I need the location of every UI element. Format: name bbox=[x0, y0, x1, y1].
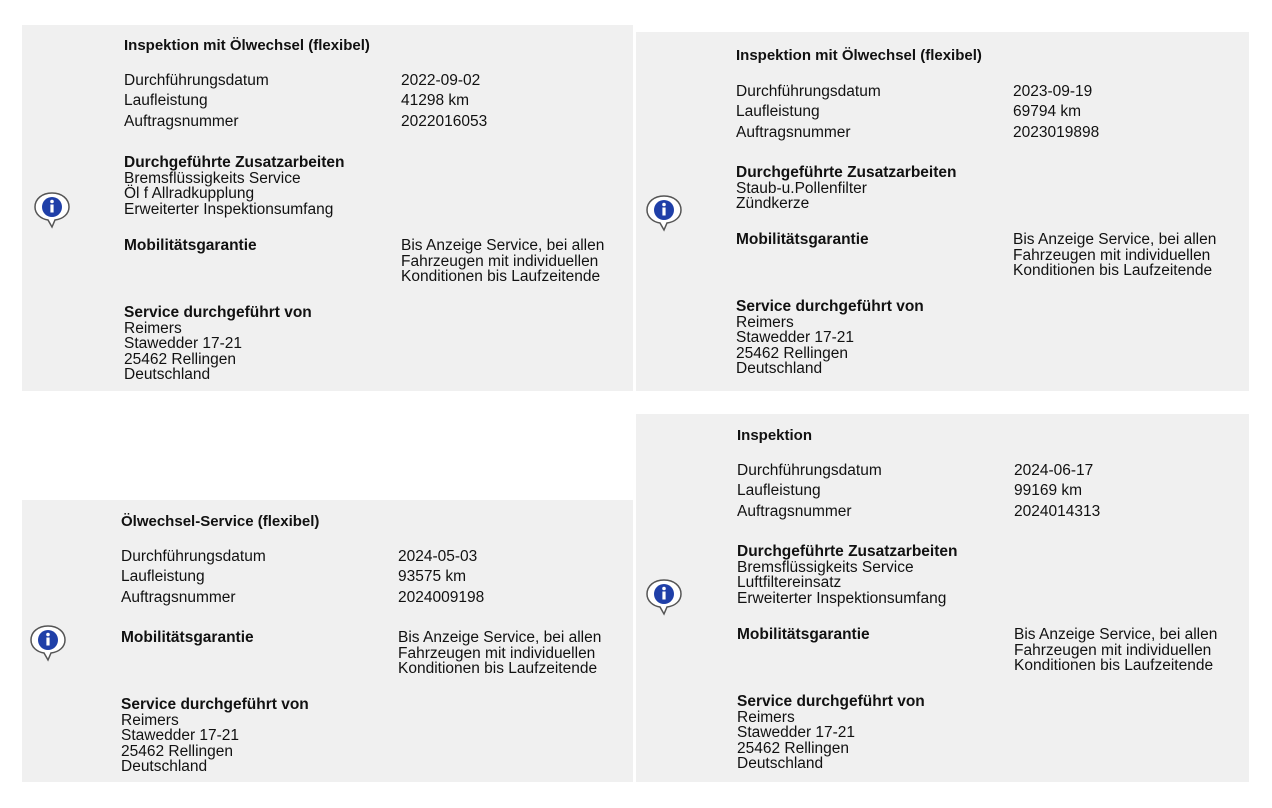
date-label: Durchführungsdatum bbox=[124, 72, 269, 89]
order-label: Auftragsnummer bbox=[124, 112, 239, 130]
order-label: Auftragsnummer bbox=[121, 588, 236, 606]
dealer-country: Deutschland bbox=[737, 755, 824, 772]
service-title: Inspektion bbox=[737, 427, 813, 444]
mileage-value: 69794 km bbox=[1013, 103, 1082, 121]
date-value: 2024-05-03 bbox=[398, 548, 478, 565]
mileage-label: Laufleistung bbox=[737, 482, 821, 500]
mileage-label: Laufleistung bbox=[121, 568, 205, 586]
dealer-name: Reimers bbox=[737, 708, 795, 726]
extra-work-item: Staub-u.Pollenfilter bbox=[736, 179, 867, 197]
mileage-value: 93575 km bbox=[398, 568, 467, 586]
extra-work-item: Erweiterter Inspektionsumfang bbox=[124, 200, 334, 218]
date-label: Durchführungsdatum bbox=[737, 462, 882, 479]
extra-work-heading: Durchgeführte Zusatzarbeiten bbox=[737, 543, 958, 560]
mobility-label: Mobilitätsgarantie bbox=[124, 237, 257, 254]
dealer-street: Stawedder 17-21 bbox=[737, 724, 856, 741]
info-icon[interactable] bbox=[32, 189, 72, 229]
service-title: Inspektion mit Ölwechsel (flexibel) bbox=[736, 47, 982, 64]
order-label: Auftragsnummer bbox=[737, 502, 852, 520]
order-value: 2022016053 bbox=[401, 112, 488, 130]
service-title: Ölwechsel-Service (flexibel) bbox=[121, 513, 320, 530]
dealer-name: Reimers bbox=[121, 711, 179, 729]
dealer-city: 25462 Rellingen bbox=[736, 344, 849, 362]
dealer-city: 25462 Rellingen bbox=[124, 350, 237, 368]
order-label: Auftragsnummer bbox=[736, 123, 851, 141]
service-card-oelwechsel-2024 bbox=[22, 500, 633, 782]
service-by-heading: Service durchgeführt von bbox=[121, 696, 309, 713]
dealer-country: Deutschland bbox=[736, 360, 823, 377]
date-label: Durchführungsdatum bbox=[121, 548, 266, 565]
extra-work-item: Bremsflüssigkeits Service bbox=[124, 169, 301, 187]
mileage-value: 99169 km bbox=[1014, 482, 1083, 500]
mobility-text: Bis Anzeige Service, bei allen Fahrzeugen mit individuellen Konditionen bis Laufzeitende bbox=[1013, 231, 1217, 279]
date-value: 2024-06-17 bbox=[1014, 462, 1094, 479]
extra-work-item: Erweiterter Inspektionsumfang bbox=[737, 589, 947, 607]
service-title: Inspektion mit Ölwechsel (flexibel) bbox=[124, 37, 370, 54]
service-card-inspektion-2023 bbox=[636, 32, 1249, 391]
service-by-heading: Service durchgeführt von bbox=[124, 304, 312, 321]
service-card-inspektion-2022 bbox=[22, 25, 633, 391]
date-label: Durchführungsdatum bbox=[736, 83, 881, 100]
info-icon[interactable] bbox=[644, 192, 684, 232]
service-by-heading: Service durchgeführt von bbox=[737, 693, 925, 710]
dealer-city: 25462 Rellingen bbox=[737, 739, 850, 757]
mobility-text: Bis Anzeige Service, bei allen Fahrzeugen mit individuellen Konditionen bis Laufzeitende bbox=[398, 629, 602, 677]
date-value: 2023-09-19 bbox=[1013, 83, 1093, 100]
extra-work-heading: Durchgeführte Zusatzarbeiten bbox=[736, 164, 957, 181]
order-value: 2024014313 bbox=[1014, 502, 1101, 520]
mileage-label: Laufleistung bbox=[736, 103, 820, 121]
info-icon[interactable] bbox=[28, 622, 68, 662]
dealer-name: Reimers bbox=[736, 313, 794, 331]
extra-work-item: Luftfiltereinsatz bbox=[737, 574, 842, 591]
mobility-text: Bis Anzeige Service, bei allen Fahrzeugen mit individuellen Konditionen bis Laufzeitende bbox=[1014, 626, 1218, 674]
info-icon[interactable] bbox=[644, 576, 684, 616]
extra-work-heading: Durchgeführte Zusatzarbeiten bbox=[124, 154, 345, 171]
mobility-label: Mobilitätsgarantie bbox=[736, 231, 869, 248]
extra-work-item: Bremsflüssigkeits Service bbox=[737, 558, 914, 576]
dealer-street: Stawedder 17-21 bbox=[121, 727, 240, 744]
extra-work-item: Öl f Allradkupplung bbox=[124, 185, 255, 202]
mileage-label: Laufleistung bbox=[124, 92, 208, 110]
mobility-label: Mobilitätsgarantie bbox=[121, 629, 254, 646]
dealer-country: Deutschland bbox=[121, 758, 208, 775]
extra-work-item: Zündkerze bbox=[736, 195, 810, 212]
dealer-street: Stawedder 17-21 bbox=[736, 329, 855, 346]
mobility-text: Bis Anzeige Service, bei allen Fahrzeugen mit individuellen Konditionen bis Laufzeitende bbox=[401, 237, 605, 285]
service-card-inspektion-2024 bbox=[636, 414, 1249, 782]
order-value: 2024009198 bbox=[398, 588, 485, 606]
mobility-label: Mobilitätsgarantie bbox=[737, 626, 870, 643]
dealer-name: Reimers bbox=[124, 319, 182, 337]
dealer-street: Stawedder 17-21 bbox=[124, 335, 243, 352]
dealer-city: 25462 Rellingen bbox=[121, 742, 234, 760]
mileage-value: 41298 km bbox=[401, 92, 470, 110]
dealer-country: Deutschland bbox=[124, 366, 211, 383]
order-value: 2023019898 bbox=[1013, 123, 1100, 141]
service-by-heading: Service durchgeführt von bbox=[736, 298, 924, 315]
date-value: 2022-09-02 bbox=[401, 72, 481, 89]
